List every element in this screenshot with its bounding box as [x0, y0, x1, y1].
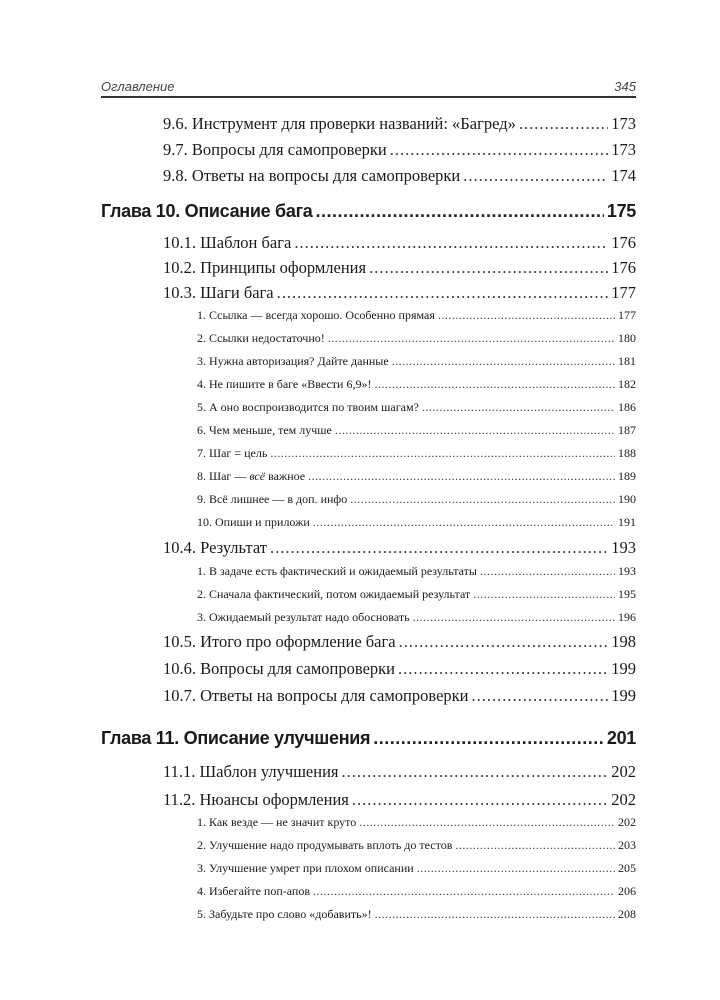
dot-leader [375, 907, 615, 922]
dot-leader [422, 400, 615, 415]
dot-leader [342, 762, 609, 782]
toc-subentry[interactable]: 4. Не пишите в баге «Ввести 6,9»! ..... 182 [197, 377, 636, 393]
toc-subentry[interactable]: 9. Всё лишнее — в доп. инфо ..... 190 [197, 492, 636, 508]
toc-subentry[interactable]: 1. Ссылка — всегда хорошо. Особенно прямая ..... 177 [197, 308, 636, 324]
toc-subentry[interactable]: 3. Ожидаемый результат надо обосновать ..... 196 [197, 610, 636, 626]
toc-entry-10-4[interactable]: 10.4. Результат ..... 193 [163, 538, 636, 560]
toc-entry-11-2[interactable]: 11.2. Нюансы оформления ..... 202 [163, 790, 636, 812]
dot-leader [359, 815, 615, 830]
toc-subentry[interactable]: 2. Сначала фактический, потом ожидаемый результат ..... 195 [197, 587, 636, 603]
dot-leader [277, 283, 609, 303]
toc-entry-10-1[interactable]: 10.1. Шаблон бага ..... 176 [163, 233, 636, 255]
toc-entry-10-3[interactable]: 10.3. Шаги бага ..... 177 [163, 283, 636, 305]
toc-entry-10-2[interactable]: 10.2. Принципы оформления ..... 176 [163, 258, 636, 280]
toc-subentry[interactable]: 5. Забудьте про слово «добавить»! ..... 208 [197, 907, 636, 923]
dot-leader [270, 446, 615, 461]
toc-subentry[interactable]: 2. Улучшение надо продумывать вплоть до тестов ..... 203 [197, 838, 636, 854]
dot-leader [315, 201, 603, 222]
toc-entry-9-6[interactable]: 9.6. Инструмент для проверки названий: «Багред» ..... 173 [163, 114, 636, 136]
dot-leader [374, 377, 615, 392]
toc-subentry[interactable]: 10. Опиши и приложи ..... 191 [197, 515, 636, 531]
dot-leader [373, 728, 604, 749]
dot-leader [350, 492, 615, 507]
toc-subentry[interactable]: 3. Улучшение умрет при плохом описании ..... 205 [197, 861, 636, 877]
dot-leader [472, 686, 609, 706]
dot-leader [398, 659, 608, 679]
toc-subentry[interactable]: 6. Чем меньше, тем лучше ..... 187 [197, 423, 636, 439]
dot-leader [399, 632, 609, 652]
toc-subentry[interactable]: 5. А оно воспроизводится по твоим шагам? ..... 186 [197, 400, 636, 416]
section-title: Оглавление [101, 79, 175, 94]
toc-subentry[interactable]: 8. Шаг — всё важное ..... 189 [197, 469, 636, 485]
toc-entry-10-7[interactable]: 10.7. Ответы на вопросы для самопроверки ..... 199 [163, 686, 636, 708]
toc-chapter-11[interactable]: Глава 11. Описание улучшения ..... 201 [101, 728, 636, 752]
dot-leader [369, 258, 608, 278]
toc-entry-10-5[interactable]: 10.5. Итого про оформление бага ..... 198 [163, 632, 636, 654]
toc-subentry[interactable]: 7. Шаг = цель ..... 188 [197, 446, 636, 462]
dot-leader [335, 423, 615, 438]
dot-leader [352, 790, 608, 810]
page-number: 345 [614, 79, 636, 94]
toc-subentry[interactable]: 1. В задаче есть фактический и ожидаемый результаты ..... 193 [197, 564, 636, 580]
toc-chapter-10[interactable]: Глава 10. Описание бага ..... 175 [101, 201, 636, 225]
dot-leader [417, 861, 615, 876]
dot-leader [473, 587, 615, 602]
dot-leader [438, 308, 615, 323]
dot-leader [413, 610, 615, 625]
dot-leader [455, 838, 615, 853]
dot-leader [390, 140, 609, 160]
dot-leader [313, 515, 615, 530]
dot-leader [519, 114, 608, 134]
dot-leader [328, 331, 615, 346]
dot-leader [463, 166, 608, 186]
dot-leader [480, 564, 615, 579]
toc-subentry[interactable]: 1. Как везде — не значит круто ..... 202 [197, 815, 636, 831]
dot-leader [313, 884, 615, 899]
dot-leader [270, 538, 608, 558]
toc-subentry[interactable]: 2. Ссылки недостаточно! ..... 180 [197, 331, 636, 347]
toc-subentry[interactable]: 3. Нужна авторизация? Дайте данные ..... 181 [197, 354, 636, 370]
toc-subentry[interactable]: 4. Избегайте поп-апов ..... 206 [197, 884, 636, 900]
dot-leader [308, 469, 615, 484]
toc-entry-9-7[interactable]: 9.7. Вопросы для самопроверки ..... 173 [163, 140, 636, 162]
dot-leader [294, 233, 608, 253]
toc-entry-10-6[interactable]: 10.6. Вопросы для самопроверки ..... 199 [163, 659, 636, 681]
toc-entry-9-8[interactable]: 9.8. Ответы на вопросы для самопроверки ..... 174 [163, 166, 636, 188]
toc-entry-11-1[interactable]: 11.1. Шаблон улучшения ..... 202 [163, 762, 636, 784]
dot-leader [392, 354, 615, 369]
